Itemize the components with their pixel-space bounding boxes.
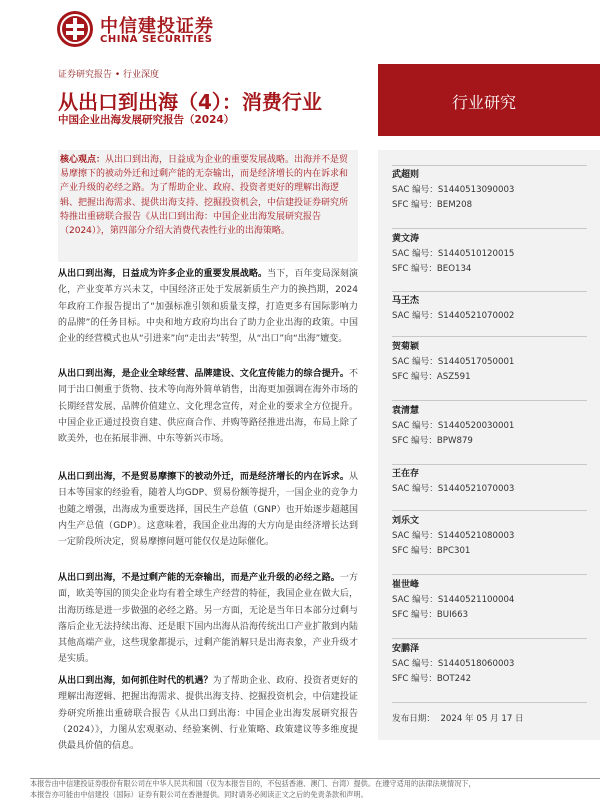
page-subtitle: 中国企业出海发展研究报告（2024） — [58, 114, 235, 126]
analyst-divider — [392, 510, 587, 511]
section-3 — [58, 469, 358, 550]
side-header-banner — [378, 64, 600, 136]
section-body: 从日本等国家的经验看，随着人均GDP、贸易份额等提升，一国企业的竞争力也随之增强，出海成为重要选择，国民生产总值（GNP）也开始逐步超越国内生产总值（GDP）。这意味着，我国企业出海的大方向是由经济增长达到一定阶段所决定，贸易摩擦问题可能仅仅是边际催化。 — [58, 472, 358, 548]
analyst-sac: SAC 编号：S1440521070003 — [392, 484, 515, 494]
analyst-card — [392, 168, 592, 213]
publish-date-label: 发布日期： — [392, 714, 435, 724]
analyst-sac: SAC 编号：S1440517050001 — [392, 357, 515, 367]
report-category: 证券研究报告 • 行业深度 — [58, 70, 160, 80]
analyst-name: 袁清慧 — [392, 406, 420, 416]
analyst-name: 贺菊颖 — [392, 342, 420, 352]
analyst-divider — [392, 228, 587, 229]
analyst-sfc: SFC 编号：BUI663 — [392, 610, 469, 620]
section-5 — [58, 673, 358, 754]
publish-date-value: 2024 年 05 月 17 日 — [440, 714, 524, 724]
analyst-sfc: SFC 编号：BEO134 — [392, 264, 472, 274]
analyst-card — [392, 232, 592, 277]
analyst-name: 黄文涛 — [392, 234, 420, 244]
analyst-sac: SAC 编号：S1440510120015 — [392, 249, 515, 259]
footer-line-2: 本报告亦可能由中信建投（国际）证券有限公司在香港提供。同时请务必阅读正文之后的免责条款和声明。 — [30, 789, 368, 799]
section-body: 为了帮助企业、政府、投资者更好的理解出海逻辑、把握出海需求、提供出海支持、挖掘投资机会，中信建投证券研究所推出重磅联合报告《从出口到出海：中国企业出海发展研究报告（2024）》，力图从宏观驱动、经验案例、行业策略、政策建议等多维度提供最具价值的信息。 — [58, 676, 358, 752]
section-4 — [58, 570, 358, 668]
analyst-divider — [392, 638, 587, 639]
section-1 — [58, 266, 358, 347]
publish-date — [392, 712, 524, 724]
analyst-card — [392, 467, 592, 497]
analyst-sac: SAC 编号：S1440521100004 — [392, 595, 515, 605]
section-lead: 从出口到出海，如何抓住时代的机遇？ — [58, 676, 213, 686]
analyst-divider — [392, 165, 587, 166]
analyst-card — [392, 294, 592, 324]
analyst-sfc: SFC 编号：ASZ591 — [392, 372, 471, 382]
section-body: 一方面，欧美等国的顶尖企业均有着全球生产经营的特征，我国企业在做大后，出海历练是进一步做强的必经之路。另一方面，无论是当年日本部分过剩与落后企业无法持续出海、还是眼下国内出海从沿海传统出口产业扩散到内陆其他高端产业，这些现象都提示，过剩产能消解只是出海表象，产业升级才是实质。 — [58, 573, 358, 665]
analyst-sac: SAC 编号：S1440521070002 — [392, 311, 515, 321]
analyst-name: 崔世峰 — [392, 580, 420, 590]
analyst-sfc: SFC 编号：BOT242 — [392, 674, 472, 684]
analyst-card — [392, 514, 592, 559]
analyst-divider — [392, 574, 587, 575]
summary-lead: 核心观点： — [60, 155, 106, 165]
section-lead: 从出口到出海，日益成为许多企业的重要发展战略。 — [58, 269, 268, 279]
analyst-card — [392, 578, 592, 623]
analyst-sfc: SFC 编号：BPW879 — [392, 436, 473, 446]
section-2 — [58, 366, 358, 447]
section-body: 当下，百年变局深刻演化，产业变革方兴未艾，中国经济正处于发展新质生产力的换挡期，2024年政府工作报告提出了“加强标准引领和质量支撑，打造更多有国际影响力的品牌”的任务目标。中央和地方政府均出台了助力企业出海的政策。中国企业的经营模式也从“引进来”向“走出去”转型，从“出口”向“出海”嬗变。 — [58, 269, 358, 345]
analyst-divider — [392, 336, 587, 337]
section-lead: 从出口到出海，不是贸易摩擦下的被动外迁，而是经济增长的内在诉求。 — [58, 472, 349, 482]
analyst-card — [392, 642, 592, 687]
analyst-divider — [392, 464, 587, 465]
analyst-divider — [392, 702, 587, 703]
footer-disclaimer — [30, 779, 595, 800]
summary-body: 从出口到出海，日益成为企业的重要发展战略。出海并不是贸易摩擦下的被动外迁和过剩产能的无奈输出，而是经济增长的内在诉求和产业升级的必经之路。为了帮助企业、政府、投资者更好的理解出海逻辑、把握出海需求、提供出海支持、挖掘投资机会，中信建投证券研究所特推出重磅联合报告《从出口到出海：中国企业出海发展研究报告（2024）》，第四部分介绍大消费代表性行业的出海策略。 — [60, 155, 349, 237]
analyst-name: 安鹏泽 — [392, 644, 420, 654]
analyst-card — [392, 404, 592, 449]
footer-line-1: 本报告由中信建投证券股份有限公司在中华人民共和国（仅为本报告目的，不包括香港、澳门、台湾）提供。在遵守适用的法律法规情况下， — [30, 779, 476, 788]
analyst-sac: SAC 编号：S1440518060003 — [392, 659, 515, 669]
page-title: 从出口到出海（4）：消费行业 — [58, 90, 322, 114]
analyst-sac: SAC 编号：S1440521080003 — [392, 531, 515, 541]
summary-text — [60, 153, 356, 238]
analyst-sfc: SFC 编号：BPC301 — [392, 546, 471, 556]
analyst-name: 武超则 — [392, 170, 420, 180]
brand-name-cn: 中信建投证券 — [100, 16, 214, 37]
analyst-sac: SAC 编号：S1440513090003 — [392, 185, 515, 195]
analyst-sfc: SFC 编号：BEM208 — [392, 200, 473, 210]
analyst-name: 王在存 — [392, 469, 420, 479]
analyst-name: 马王杰 — [392, 296, 420, 306]
side-header-label: 行业研究 — [452, 93, 517, 112]
analyst-name: 刘乐文 — [392, 516, 420, 526]
section-lead: 从出口到出海，是企业全球经营、品牌建设、文化宣传能力的综合提升。 — [58, 369, 349, 379]
section-body: 不同于出口侧重于货物、技术等向海外简单销售，出海更加强调在海外市场的长期经营发展、品牌价值建立、文化理念宣传，对企业的要求全方位提升。中国企业正通过投资自建、供应商合作、并购等路径推进出海，布局上除了欧美外，也在拓展非洲、中东等新兴市场。 — [58, 369, 358, 445]
analyst-divider — [392, 400, 587, 401]
section-lead: 从出口到出海，不是过剩产能的无奈输出，而是产业升级的必经之路。 — [58, 573, 340, 583]
china-securities-logo-icon — [56, 10, 94, 48]
analyst-card — [392, 340, 592, 385]
brand-name-en: CHINA SECURITIES — [100, 34, 213, 45]
analyst-divider — [392, 291, 587, 292]
brand-logo — [56, 8, 226, 52]
analyst-sac: SAC 编号：S1440520030001 — [392, 421, 515, 431]
